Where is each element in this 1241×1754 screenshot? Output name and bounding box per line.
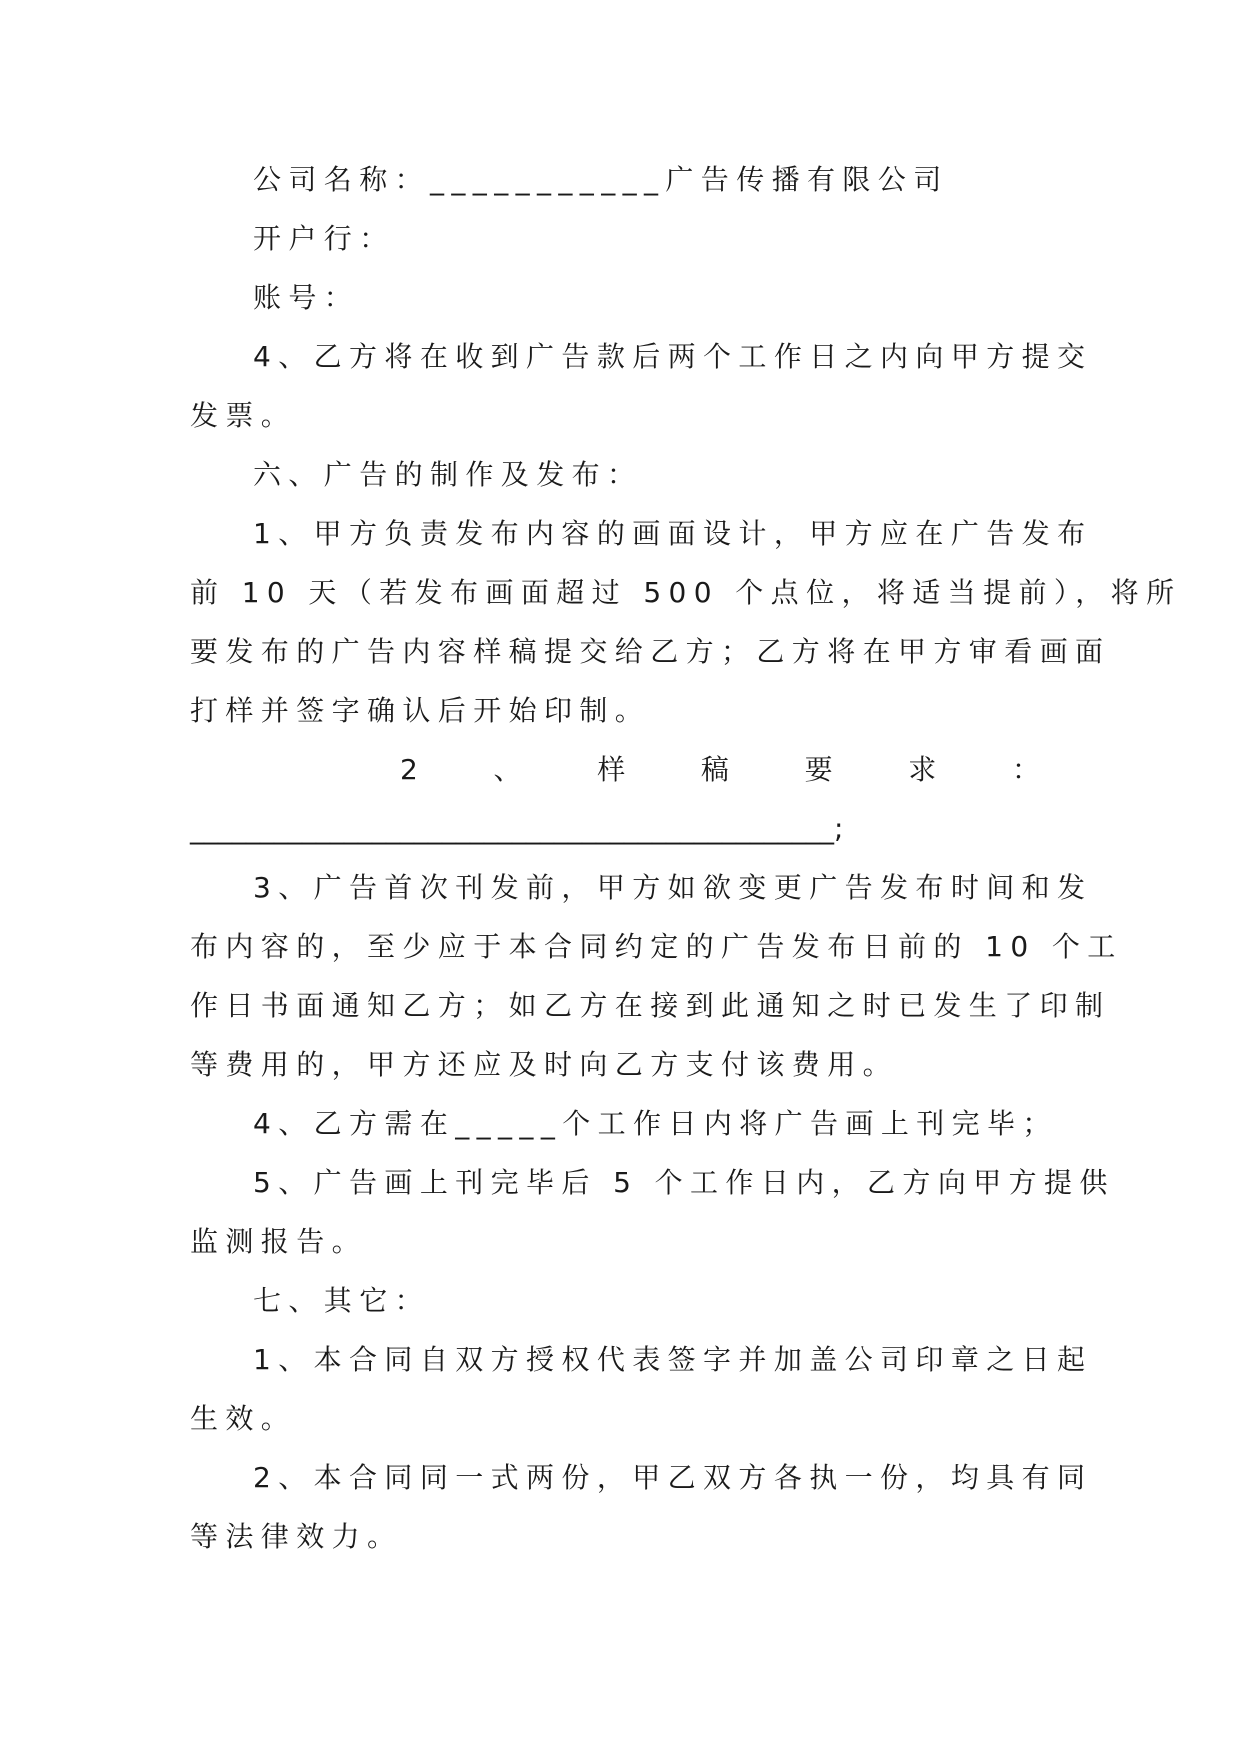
text-line: 1、本合同自双方授权代表签字并加盖公司印章之日起 [253,1343,1093,1376]
text-line: 前 10 天（若发布画面超过 500 个点位，将适当提前），将所 [190,576,1182,609]
text-line: 七、其它： [253,1284,431,1317]
text-line: 5、广告画上刊完毕后 5 个工作日内，乙方向甲方提供 [253,1166,1115,1199]
heading-char: 求 [908,753,937,786]
text-line: 要发布的广告内容样稿提交给乙方；乙方将在甲方审看画面 [190,635,1111,668]
text-line: 4、乙方需在_____个工作日内将广告画上刊完毕； [253,1107,1058,1140]
text-line: 开户行： [253,222,395,255]
heading-char: ： [1011,753,1040,786]
sample-requirement-heading [190,740,1050,799]
document-body [190,150,1182,1566]
text-line: 作日书面通知乙方；如乙方在接到此通知之时已发生了印制 [190,989,1111,1022]
heading-char: 、 [493,753,522,786]
text-line: 等费用的，甲方还应及时向乙方支付该费用。 [190,1048,899,1081]
text-line: 1、甲方负责发布内容的画面设计，甲方应在广告发布 [253,517,1093,550]
text-line: 公司名称：___________广告传播有限公司 [253,163,949,196]
text-line: 4、乙方将在收到广告款后两个工作日之内向甲方提交 [253,340,1093,373]
text-line: 六、广告的制作及发布： [253,458,643,491]
heading-char: 稿 [700,753,729,786]
text-line: 发票。 [190,399,297,432]
paragraph-block-1 [190,150,1182,740]
heading-char: 样 [597,753,626,786]
text-line: 生效。 [190,1402,297,1435]
sample-requirement-blank: ______________________________________________; [190,812,844,845]
heading-char: 要 [804,753,833,786]
text-line: 账号： [253,281,360,314]
text-line: 打样并签字确认后开始印制。 [190,694,651,727]
text-line: 等法律效力。 [190,1520,403,1553]
text-line: 3、广告首次刊发前，甲方如欲变更广告发布时间和发 [253,871,1093,904]
text-line: 2、本合同同一式两份，甲乙双方各执一份，均具有同 [253,1461,1093,1494]
paragraph-block-2 [190,858,1123,1566]
heading-char: 2 [400,753,418,786]
text-line: 布内容的，至少应于本合同约定的广告发布日前的 10 个工 [190,930,1123,963]
text-line: 监测报告。 [190,1225,368,1258]
